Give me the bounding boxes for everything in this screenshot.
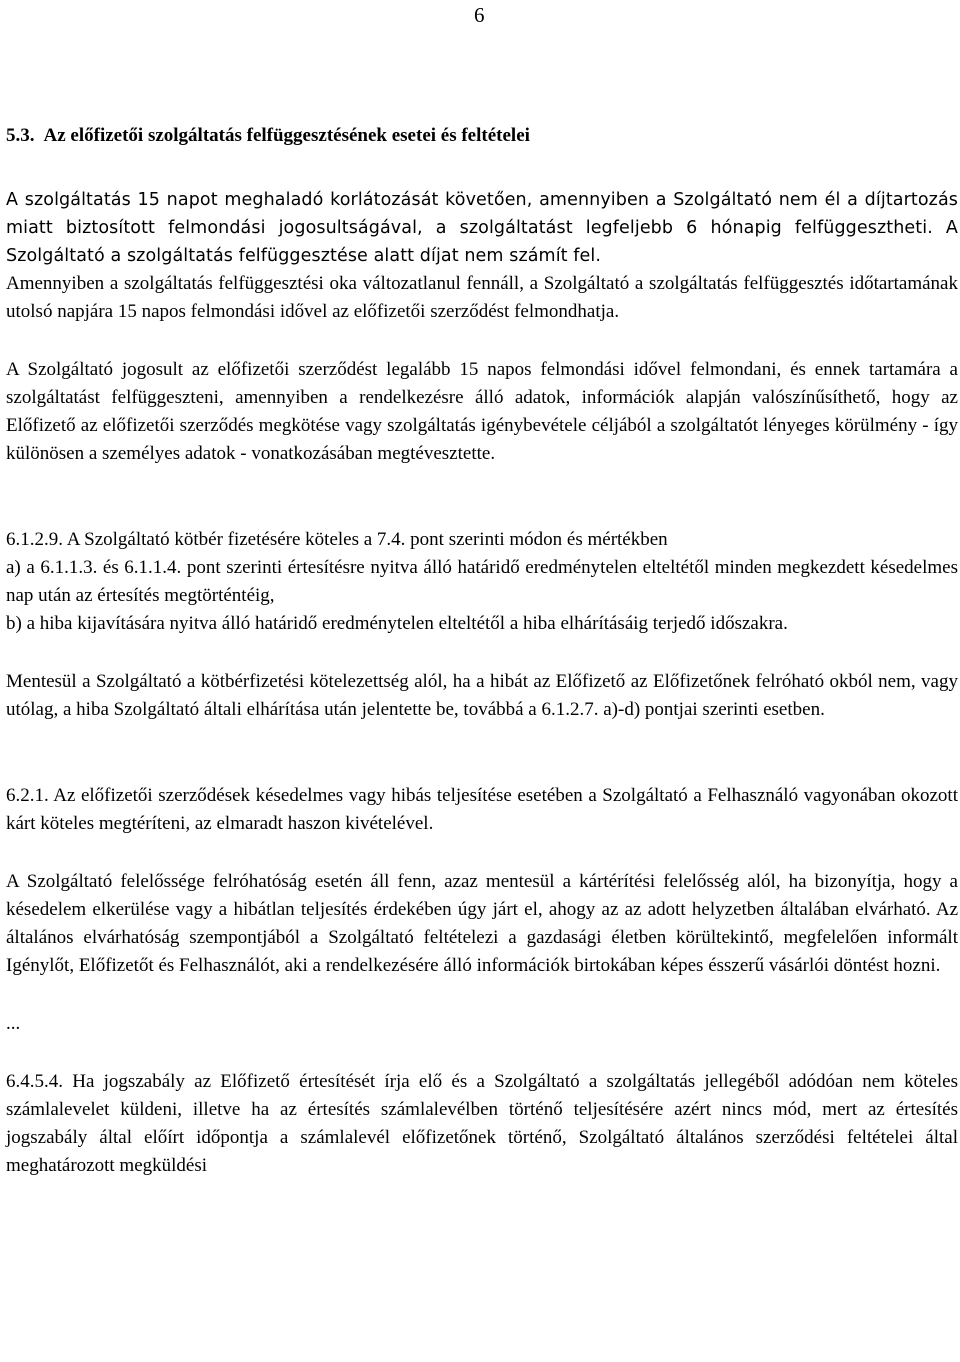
page-number: 6 xyxy=(474,3,485,27)
ellipsis: ... xyxy=(6,1013,21,1034)
paragraph-penalty-exemption: Mentesül a Szolgáltató a kötbérfizetési kötelezettség alól, ha a hibát az Előfizető az Előfizetőnek felróható okból nem, vagy utólag, a hiba Szolgáltató általi elhárítása után jelentette be, továbbá a 6.1.2.7. a)-d) pontjai szerinti esetben. xyxy=(6,671,958,720)
document-body xyxy=(6,121,958,1180)
paragraph-suspension-limit: A szolgáltatás 15 napot meghaladó korlátozását követően, amennyiben a Szolgáltató nem él a díjtartozás miatt biztosított felmondási jogosultságával, a szolgáltatást legfeljebb 6 hónapig felfüggesztheti. A Szolgáltató a szolgáltatás felfüggesztése alatt díjat nem számít fel. xyxy=(6,190,958,266)
paragraph-suspension-termination: Amennyiben a szolgáltatás felfüggesztési oka változatlanul fennáll, a Szolgáltató a szolgáltatás felfüggesztés időtartamának utolsó napjára 15 napos felmondási idővel az előfizetői szerződést felmondhatja. xyxy=(6,273,958,322)
paragraph-penalty-b: b) a hiba kijavítására nyitva álló határidő eredménytelen elteltétől a hiba elhárításáig terjedő időszakra. xyxy=(6,613,788,634)
paragraph-termination-right: A Szolgáltató jogosult az előfizetői szerződést legalább 15 napos felmondási idővel felmondani, és ennek tartamára a szolgáltatást felfüggeszteni, amennyiben a rendelkezésre álló adatok, információk alapján valószínűsíthető, hogy az Előfizető az előfizetői szerződés megkötése vagy szolgáltatás igénybevétele céljából a szolgáltatót lényeges körülmény - így különösen a személyes adatok - vonatkozásában megtévesztette. xyxy=(6,359,958,464)
paragraph-liability: A Szolgáltató felelőssége felróhatóság esetén áll fenn, azaz mentesül a kártérítési felelősség alól, ha bizonyítja, hogy a késedelem elkerülése vagy a hibátlan teljesítés érdekében úgy járt el, ahogy az az adott helyzetben általában elvárható. Az általános elvárhatóság szempontjából a Szolgáltató feltételezi a gazdasági életben körültekintő, megfelelően informált Igénylőt, Előfizetőt és Felhasználót, aki a rendelkezésére álló információk birtokában képes ésszerű vásárlói döntést hozni. xyxy=(6,871,958,976)
paragraph-damages: 6.2.1. Az előfizetői szerződések késedelmes vagy hibás teljesítése esetében a Szolgáltató a Felhasználó vagyonában okozott kárt köteles megtéríteni, az elmaradt haszon kivételével. xyxy=(6,785,958,834)
section-title: Az előfizetői szolgáltatás felfüggesztésének esetei és feltételei xyxy=(43,125,530,146)
section-heading xyxy=(6,121,958,151)
section-number: 5.3. xyxy=(6,125,35,146)
paragraph-notification: 6.4.5.4. Ha jogszabály az Előfizető értesítését írja elő és a Szolgáltató a szolgáltatás jellegéből adódóan nem köteles számlalevelet küldeni, illetve ha az értesítés számlalevélben történő teljesítésére azért nincs mód, mert az értesítés jogszabály által előírt időpontja a számlalevél előfizetőnek történő, Szolgáltató általános szerződési feltételei által meghatározott megküldési xyxy=(6,1071,958,1176)
paragraph-penalty-a: a) a 6.1.1.3. és 6.1.1.4. pont szerinti értesítésre nyitva álló határidő eredménytelen elteltétől minden megkezdett késedelmes nap után az értesítés megtörténtéig, xyxy=(6,557,958,606)
paragraph-penalty-intro: 6.1.2.9. A Szolgáltató kötbér fizetésére köteles a 7.4. pont szerinti módon és mértékben xyxy=(6,529,668,550)
